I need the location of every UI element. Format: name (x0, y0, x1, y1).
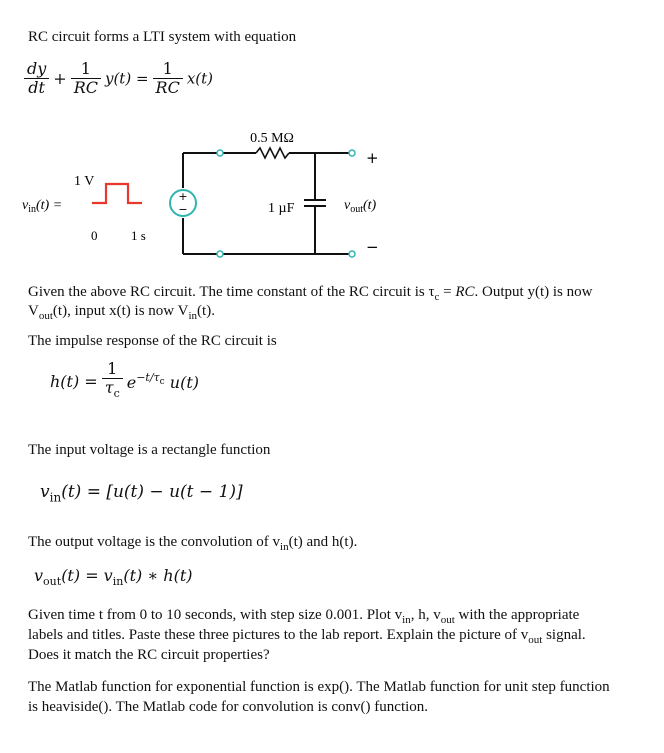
impulse-tau: τ (104, 378, 114, 397)
p1-e: (t), input x(t) is now V (52, 303, 189, 319)
ode-x-of-t: x(t) (186, 69, 214, 88)
conv-sub2: in (112, 575, 124, 589)
p1-f: (t). (197, 303, 215, 319)
rect-v: v (40, 482, 50, 502)
pulse-tick-one: 1 s (131, 228, 146, 243)
impulse-exp: −t/τ (136, 371, 160, 385)
p2-l2a-sub: out (528, 634, 543, 646)
ode-y-of-t: y(t) = (104, 69, 149, 88)
p1-a: Given the above RC circuit. The time constant of the RC circuit is τ (28, 284, 435, 300)
vin-label (22, 198, 62, 215)
ode-dt: dt (28, 78, 45, 97)
rect-equation (40, 482, 243, 504)
impulse-one: 1 (102, 360, 123, 379)
ode-dydt-fraction (24, 60, 49, 97)
resistor-symbol (256, 148, 289, 158)
vout-v: v (344, 198, 351, 213)
ode-rc-1: RC (73, 78, 98, 97)
ode-one-2: 1 (153, 60, 183, 79)
impulse-h: h(t) = (50, 372, 98, 392)
vout-sub: out (350, 204, 363, 215)
p1-d: V (28, 303, 39, 319)
p2-l2a: labels and titles. Paste these three pictures to the lab report. Explain the picture of v (28, 627, 529, 643)
conv-intro (28, 532, 357, 557)
vin-v: v (22, 198, 29, 213)
rc-circuit-diagram (0, 120, 664, 270)
vout-minus-label: − (366, 238, 379, 256)
conv-sub: out (43, 575, 62, 589)
output-terminal-plus (349, 150, 355, 156)
ode-inv-rc-fraction-1 (71, 60, 101, 97)
p2-l1b-sub: out (440, 614, 455, 626)
p1-b: = (439, 284, 456, 300)
output-terminal-minus (349, 251, 355, 257)
ode-equation (24, 60, 213, 110)
conv-intro-sub: in (280, 541, 289, 553)
p1-c: . Output y(t) is now (474, 284, 593, 300)
ode-dy: dy (24, 60, 49, 79)
p2-l1a-sub: in (402, 614, 411, 626)
p1-e-sub: in (188, 310, 198, 322)
source-plus-sign: + (178, 190, 188, 203)
p2-l2b: signal. (542, 627, 586, 643)
impulse-e: e (126, 372, 137, 392)
source-minus-sign: − (178, 203, 188, 216)
conv-mid: (t) = v (61, 566, 113, 585)
conv-equation (34, 566, 193, 588)
p2-l1c: with the appropriate (454, 607, 580, 623)
conv-v: v (34, 566, 44, 585)
p1-rc: RC (455, 284, 475, 300)
impulse-u: u(t) (169, 372, 200, 392)
impulse-exp-sub: c (159, 377, 165, 388)
rect-intro: The input voltage is a rectangle function (28, 442, 271, 458)
p1-d-sub: out (38, 310, 53, 322)
ode-inv-rc-fraction-2 (153, 60, 183, 97)
vout-plus-label: + (366, 149, 379, 167)
pulse-amplitude-label: 1 V (74, 174, 95, 189)
node-dot-top-left (217, 150, 223, 156)
ode-plus: + (53, 69, 67, 88)
matlab-note-line-1: The Matlab function for exponential function is exp(). The Matlab function for unit step function (28, 679, 610, 695)
pulse-tick-zero: 0 (91, 228, 98, 243)
conv-intro-a: The output voltage is the convolution of v (28, 534, 281, 550)
impulse-intro: The impulse response of the RC circuit is (28, 333, 277, 349)
rect-sub: in (49, 490, 62, 505)
instructions-line-3: Does it match the RC circuit properties? (28, 647, 270, 663)
p2-l1b: , h, v (410, 607, 441, 623)
p1-a-sub: c (434, 291, 440, 303)
time-constant-line-2 (28, 301, 215, 326)
vin-suffix: (t) = (36, 198, 63, 213)
vout-label (344, 198, 377, 215)
matlab-note-line-2: is heaviside(). The Matlab code for convolution is conv() function. (28, 699, 429, 715)
intro-text: RC circuit forms a LTI system with equation (28, 29, 297, 45)
capacitor-label: 1 µF (268, 201, 295, 216)
ode-rc-2: RC (155, 78, 180, 97)
conv-rhs: (t) ∗ h(t) (123, 566, 193, 585)
impulse-tau-sub: c (113, 387, 120, 401)
vout-suffix: (t) (363, 198, 377, 213)
pulse-waveform (92, 184, 142, 203)
vin-sub: in (28, 204, 36, 215)
impulse-equation (50, 360, 199, 403)
rect-rhs: (t) = [u(t) − u(t − 1)] (61, 482, 243, 502)
node-dot-bottom-left (217, 251, 223, 257)
resistor-label: 0.5 MΩ (250, 131, 294, 146)
ode-one-1: 1 (71, 60, 101, 79)
conv-intro-b: (t) and h(t). (288, 534, 358, 550)
impulse-fraction (102, 360, 123, 403)
p2-l1a: Given time t from 0 to 10 seconds, with step size 0.001. Plot v (28, 607, 403, 623)
